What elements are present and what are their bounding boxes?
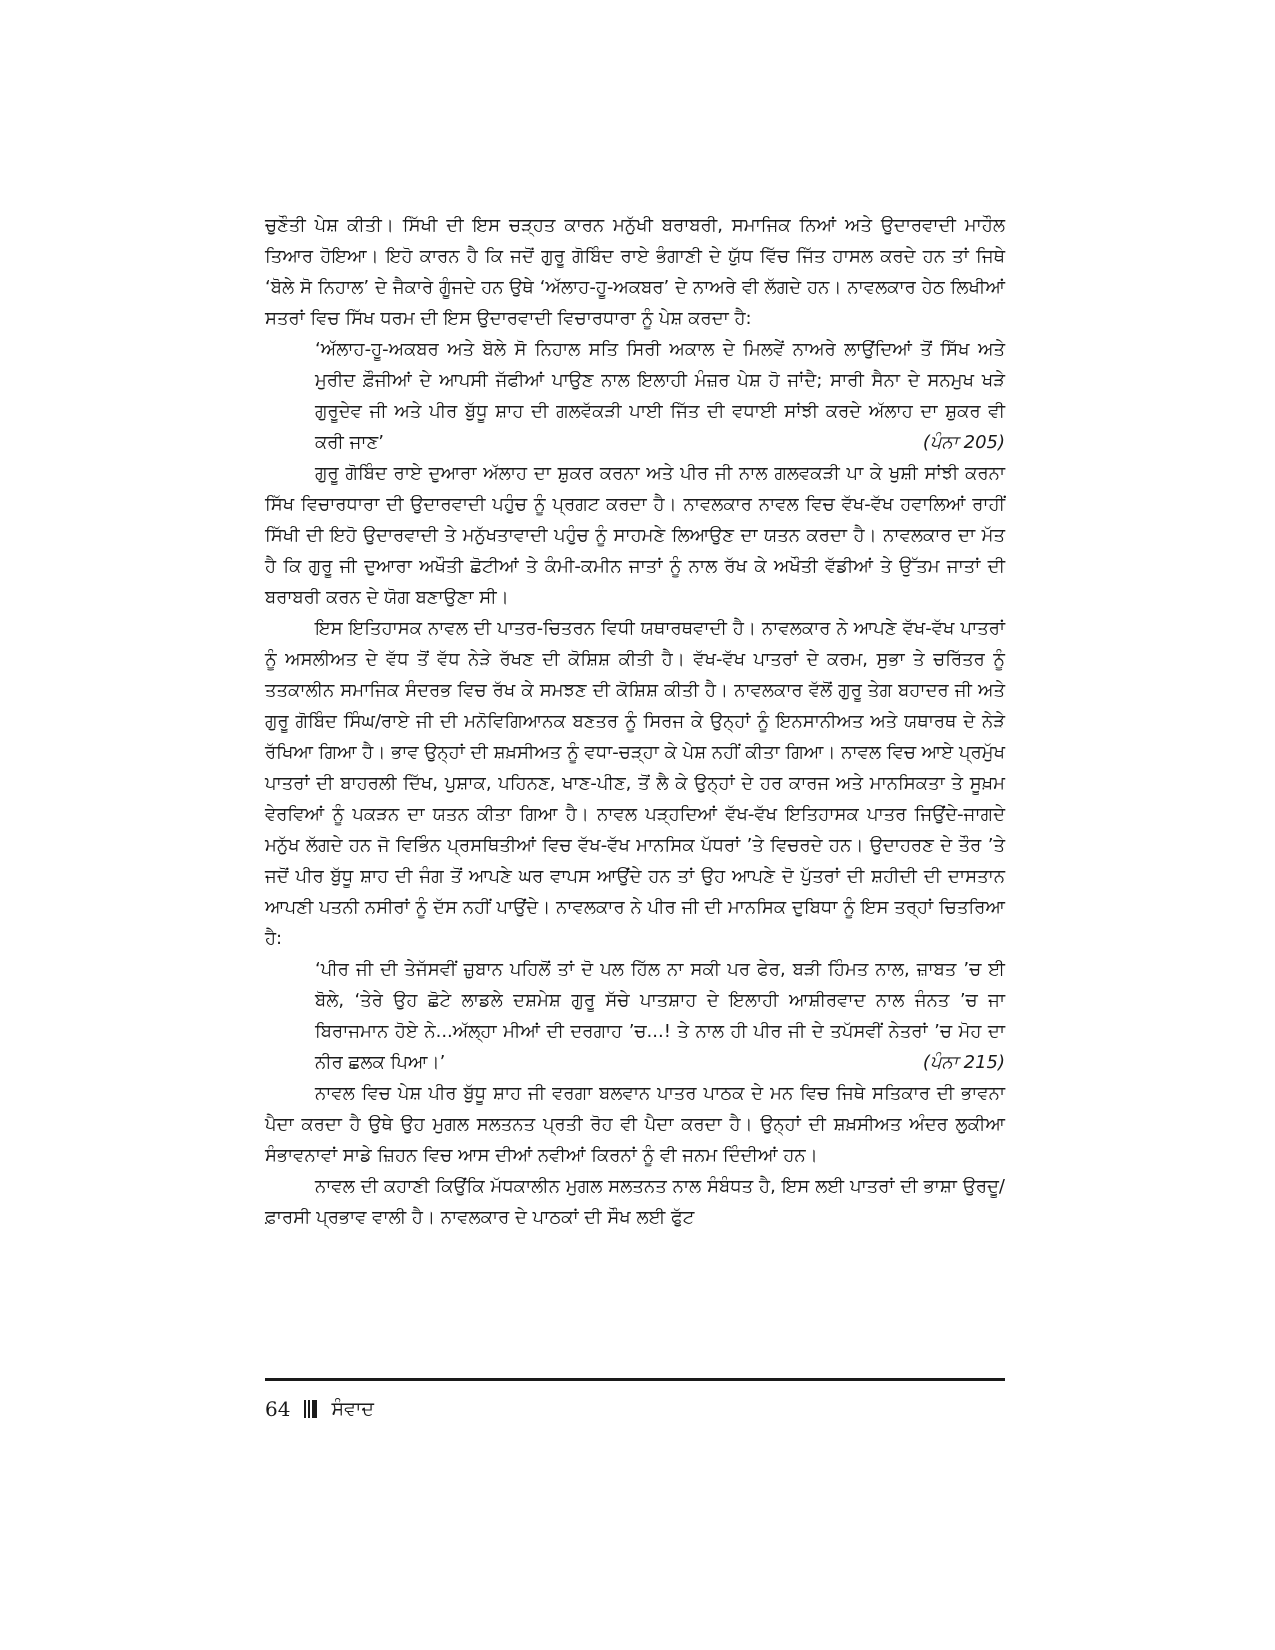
paragraph: ਨਾਵਲ ਵਿਚ ਪੇਸ਼ ਪੀਰ ਬੁੱਧੂ ਸ਼ਾਹ ਜੀ ਵਰਗਾ ਬਲਵਾਨ ਪਾਤਰ ਪਾਠਕ ਦੇ ਮਨ ਵਿਚ ਜਿਥੇ ਸਤਿਕਾਰ ਦੀ ਭਾਵਨਾ ਪੈਦਾ ਕਰਦਾ ਹੈ ਉਥੇ ਉਹ ਮੁਗਲ ਸਲਤਨਤ ਪ੍ਰਤੀ ਰੋਹ ਵੀ ਪੈਦਾ ਕਰਦਾ ਹੈ। ਉਨ੍ਹਾਂ ਦੀ ਸ਼ਖ਼ਸੀਅਤ ਅੰਦਰ ਲੁਕੀਆ ਸੰਭਾਵਨਾਵਾਂ ਸਾਡੇ ਜ਼ਿਹਨ ਵਿਚ ਆਸ ਦੀਆਂ ਨਵੀਆਂ ਕਿਰਨਾਂ ਨੂੰ ਵੀ ਜਨਮ ਦਿੰਦੀਆਂ ਹਨ।: [265, 1083, 1005, 1166]
paragraph: ਚੁਣੌਤੀ ਪੇਸ਼ ਕੀਤੀ। ਸਿੱਖੀ ਦੀ ਇਸ ਚੜ੍ਹਤ ਕਾਰਨ ਮਨੁੱਖੀ ਬਰਾਬਰੀ, ਸਮਾਜਿਕ ਨਿਆਂ ਅਤੇ ਉਦਾਰਵਾਦੀ ਮਾਹੌਲ ਤਿਆਰ ਹੋਇਆ। ਇਹੋ ਕਾਰਨ ਹੈ ਕਿ ਜਦੋਂ ਗੁਰੂ ਗੋਬਿੰਦ ਰਾਏ ਭੰਗਾਣੀ ਦੇ ਯੁੱਧ ਵਿੱਚ ਜਿੱਤ ਹਾਸਲ ਕਰਦੇ ਹਨ ਤਾਂ ਜਿਥੇ ‘ਬੋਲੇ ਸੋ ਨਿਹਾਲ’ ਦੇ ਜੈਕਾਰੇ ਗੂੰਜਦੇ ਹਨ ਉਥੇ ‘ਅੱਲਾਹ-ਹੂ-ਅਕਬਰ’ ਦੇ ਨਾਅਰੇ ਵੀ ਲੱਗਦੇ ਹਨ। ਨਾਵਲਕਾਰ ਹੇਠ ਲਿਖੀਆਂ ਸਤਰਾਂ ਵਿਚ ਸਿੱਖ ਧਰਮ ਦੀ ਇਸ ਉਦਾਰਵਾਦੀ ਵਿਚਾਰਧਾਰਾ ਨੂੰ ਪੇਸ਼ ਕਰਦਾ ਹੈ:: [265, 215, 1005, 329]
quote-text: ‘ਪੀਰ ਜੀ ਦੀ ਤੇਜੱਸਵੀਂ ਜ਼ੁਬਾਨ ਪਹਿਲੋਂ ਤਾਂ ਦੋ ਪਲ ਹਿੱਲ ਨਾ ਸਕੀ ਪਰ ਫੇਰ, ਬੜੀ ਹਿੰਮਤ ਨਾਲ, ਜ਼ਾਬਤ ’ਚ ਈ ਬੋਲੇ, ‘ਤੇਰੇ ਉਹ ਛੋਟੇ ਲਾਡਲੇ ਦਸ਼ਮੇਸ਼ ਗੁਰੂ ਸੱਚੇ ਪਾਤਸ਼ਾਹ ਦੇ ਇਲਾਹੀ ਆਸ਼ੀਰਵਾਦ ਨਾਲ ਜੰਨਤ ’ਚ ਜਾ ਬਿਰਾਜਮਾਨ ਹੋਏ ਨੇ...ਅੱਲ੍ਹਾ ਮੀਆਂ ਦੀ ਦਰਗਾਹ ’ਚ...! ਤੇ ਨਾਲ ਹੀ ਪੀਰ ਜੀ ਦੇ ਤਪੱਸਵੀਂ ਨੇਤਰਾਂ ’ਚ ਮੋਹ ਦਾ ਨੀਰ ਛਲਕ ਪਿਆ।’: [315, 959, 1005, 1073]
paragraph: ਨਾਵਲ ਦੀ ਕਹਾਣੀ ਕਿਉਂਕਿ ਮੱਧਕਾਲੀਨ ਮੁਗਲ ਸਲਤਨਤ ਨਾਲ ਸੰਬੰਧਤ ਹੈ, ਇਸ ਲਈ ਪਾਤਰਾਂ ਦੀ ਭਾਸ਼ਾ ਉਰਦੂ/ਫ਼ਾਰਸੀ ਪ੍ਰਭਾਵ ਵਾਲੀ ਹੈ। ਨਾਵਲਕਾਰ ਦੇ ਪਾਠਕਾਂ ਦੀ ਸੌਖ ਲਈ ਫੁੱਟ: [265, 1176, 1005, 1228]
block-quote: [315, 954, 1005, 1078]
footer-divider: [265, 1378, 1005, 1381]
journal-name: ਸੰਵਾਦ: [331, 1398, 375, 1420]
page-body: [265, 210, 1005, 1233]
page-citation: (ਪੰਨਾ 215): [922, 1052, 1005, 1073]
block-quote: [315, 334, 1005, 458]
page-number: 64: [265, 1397, 291, 1421]
paragraph: ਇਸ ਇਤਿਹਾਸਕ ਨਾਵਲ ਦੀ ਪਾਤਰ-ਚਿਤਰਨ ਵਿਧੀ ਯਥਾਰਥਵਾਦੀ ਹੈ। ਨਾਵਲਕਾਰ ਨੇ ਆਪਣੇ ਵੱਖ-ਵੱਖ ਪਾਤਰਾਂ ਨੂੰ ਅਸਲੀਅਤ ਦੇ ਵੱਧ ਤੋਂ ਵੱਧ ਨੇੜੇ ਰੱਖਣ ਦੀ ਕੋਸ਼ਿਸ਼ ਕੀਤੀ ਹੈ। ਵੱਖ-ਵੱਖ ਪਾਤਰਾਂ ਦੇ ਕਰਮ, ਸੁਭਾ ਤੇ ਚਰਿੱਤਰ ਨੂੰ ਤਤਕਾਲੀਨ ਸਮਾਜਿਕ ਸੰਦਰਭ ਵਿਚ ਰੱਖ ਕੇ ਸਮਝਣ ਦੀ ਕੋਸ਼ਿਸ਼ ਕੀਤੀ ਹੈ। ਨਾਵਲਕਾਰ ਵੱਲੋਂ ਗੁਰੂ ਤੇਗ ਬਹਾਦਰ ਜੀ ਅਤੇ ਗੁਰੂ ਗੋਬਿੰਦ ਸਿੰਘ/ਰਾਏ ਜੀ ਦੀ ਮਨੋਵਿਗਿਆਨਕ ਬਣਤਰ ਨੂੰ ਸਿਰਜ ਕੇ ਉਨ੍ਹਾਂ ਨੂੰ ਇਨਸਾਨੀਅਤ ਅਤੇ ਯਥਾਰਥ ਦੇ ਨੇੜੇ ਰੱਖਿਆ ਗਿਆ ਹੈ। ਭਾਵ ਉਨ੍ਹਾਂ ਦੀ ਸ਼ਖ਼ਸੀਅਤ ਨੂੰ ਵਧਾ-ਚੜ੍ਹਾ ਕੇ ਪੇਸ਼ ਨਹੀਂ ਕੀਤਾ ਗਿਆ। ਨਾਵਲ ਵਿਚ ਆਏ ਪ੍ਰਮੁੱਖ ਪਾਤਰਾਂ ਦੀ ਬਾਹਰਲੀ ਦਿੱਖ, ਪੁਸ਼ਾਕ, ਪਹਿਨਣ, ਖਾਣ-ਪੀਣ, ਤੋਂ ਲੈ ਕੇ ਉਨ੍ਹਾਂ ਦੇ ਹਰ ਕਾਰਜ ਅਤੇ ਮਾਨਸਿਕਤਾ ਤੇ ਸੂਖ਼ਮ ਵੇਰਵਿਆਂ ਨੂੰ ਪਕੜਨ ਦਾ ਯਤਨ ਕੀਤਾ ਗਿਆ ਹੈ। ਨਾਵਲ ਪੜ੍ਹਦਿਆਂ ਵੱਖ-ਵੱਖ ਇਤਿਹਾਸਕ ਪਾਤਰ ਜਿਉਂਦੇ-ਜਾਗਦੇ ਮਨੁੱਖ ਲੱਗਦੇ ਹਨ ਜੋ ਵਿਭਿੰਨ ਪ੍ਰਸਥਿਤੀਆਂ ਵਿਚ ਵੱਖ-ਵੱਖ ਮਾਨਸਿਕ ਪੱਧਰਾਂ ’ਤੇ ਵਿਚਰਦੇ ਹਨ। ਉਦਾਹਰਣ ਦੇ ਤੌਰ ’ਤੇ ਜਦੋਂ ਪੀਰ ਬੁੱਧੂ ਸ਼ਾਹ ਦੀ ਜੰਗ ਤੋਂ ਆਪਣੇ ਘਰ ਵਾਪਸ ਆਉਂਦੇ ਹਨ ਤਾਂ ਉਹ ਆਪਣੇ ਦੋ ਪੁੱਤਰਾਂ ਦੀ ਸ਼ਹੀਦੀ ਦੀ ਦਾਸਤਾਨ ਆਪਣੀ ਪਤਨੀ ਨਸੀਰਾਂ ਨੂੰ ਦੱਸ ਨਹੀਂ ਪਾਉਂਦੇ। ਨਾਵਲਕਾਰ ਨੇ ਪੀਰ ਜੀ ਦੀ ਮਾਨਸਿਕ ਦੁਬਿਧਾ ਨੂੰ ਇਸ ਤਰ੍ਹਾਂ ਚਿਤਰਿਆ ਹੈ:: [265, 618, 1005, 949]
paragraph: ਗੁਰੂ ਗੋਬਿੰਦ ਰਾਏ ਦੁਆਰਾ ਅੱਲਾਹ ਦਾ ਸ਼ੁਕਰ ਕਰਨਾ ਅਤੇ ਪੀਰ ਜੀ ਨਾਲ ਗਲਵਕੜੀ ਪਾ ਕੇ ਖੁਸ਼ੀ ਸਾਂਝੀ ਕਰਨਾ ਸਿੱਖ ਵਿਚਾਰਧਾਰਾ ਦੀ ਉਦਾਰਵਾਦੀ ਪਹੁੰਚ ਨੂੰ ਪ੍ਰਗਟ ਕਰਦਾ ਹੈ। ਨਾਵਲਕਾਰ ਨਾਵਲ ਵਿਚ ਵੱਖ-ਵੱਖ ਹਵਾਲਿਆਂ ਰਾਹੀਂ ਸਿੱਖੀ ਦੀ ਇਹੋ ਉਦਾਰਵਾਦੀ ਤੇ ਮਨੁੱਖਤਾਵਾਦੀ ਪਹੁੰਚ ਨੂੰ ਸਾਹਮਣੇ ਲਿਆਉਣ ਦਾ ਯਤਨ ਕਰਦਾ ਹੈ। ਨਾਵਲਕਾਰ ਦਾ ਮੱਤ ਹੈ ਕਿ ਗੁਰੂ ਜੀ ਦੁਆਰਾ ਅਖੌਤੀ ਛੋਟੀਆਂ ਤੇ ਕੰਮੀ-ਕਮੀਨ ਜਾਤਾਂ ਨੂੰ ਨਾਲ ਰੱਖ ਕੇ ਅਖੌਤੀ ਵੱਡੀਆਂ ਤੇ ਉੱਤਮ ਜਾਤਾਂ ਦੀ ਬਰਾਬਰੀ ਕਰਨ ਦੇ ਯੋਗ ਬਣਾਉਣਾ ਸੀ।: [265, 463, 1005, 608]
quote-text: ‘ਅੱਲਾਹ-ਹੂ-ਅਕਬਰ ਅਤੇ ਬੋਲੇ ਸੋ ਨਿਹਾਲ ਸਤਿ ਸਿਰੀ ਅਕਾਲ ਦੇ ਮਿਲਵੇਂ ਨਾਅਰੇ ਲਾਉਂਦਿਆਂ ਤੋਂ ਸਿੱਖ ਅਤੇ ਮੁਰੀਦ ਫ਼ੌਜੀਆਂ ਦੇ ਆਪਸੀ ਜੱਫੀਆਂ ਪਾਉਣ ਨਾਲ ਇਲਾਹੀ ਮੰਜ਼ਰ ਪੇਸ਼ ਹੋ ਜਾਂਦੈ; ਸਾਰੀ ਸੈਨਾ ਦੇ ਸਨਮੁਖ ਖੜੇ ਗੁਰੂਦੇਵ ਜੀ ਅਤੇ ਪੀਰ ਬੁੱਧੂ ਸ਼ਾਹ ਦੀ ਗਲਵੱਕੜੀ ਪਾਈ ਜਿੱਤ ਦੀ ਵਧਾਈ ਸਾਂਝੀ ਕਰਦੇ ਅੱਲਾਹ ਦਾ ਸ਼ੁਕਰ ਵੀ ਕਰੀ ਜਾਣ’: [315, 339, 1005, 453]
page-footer: [265, 1394, 374, 1424]
page-citation: (ਪੰਨਾ 205): [922, 432, 1005, 453]
triple-bar-icon: [304, 1400, 317, 1418]
